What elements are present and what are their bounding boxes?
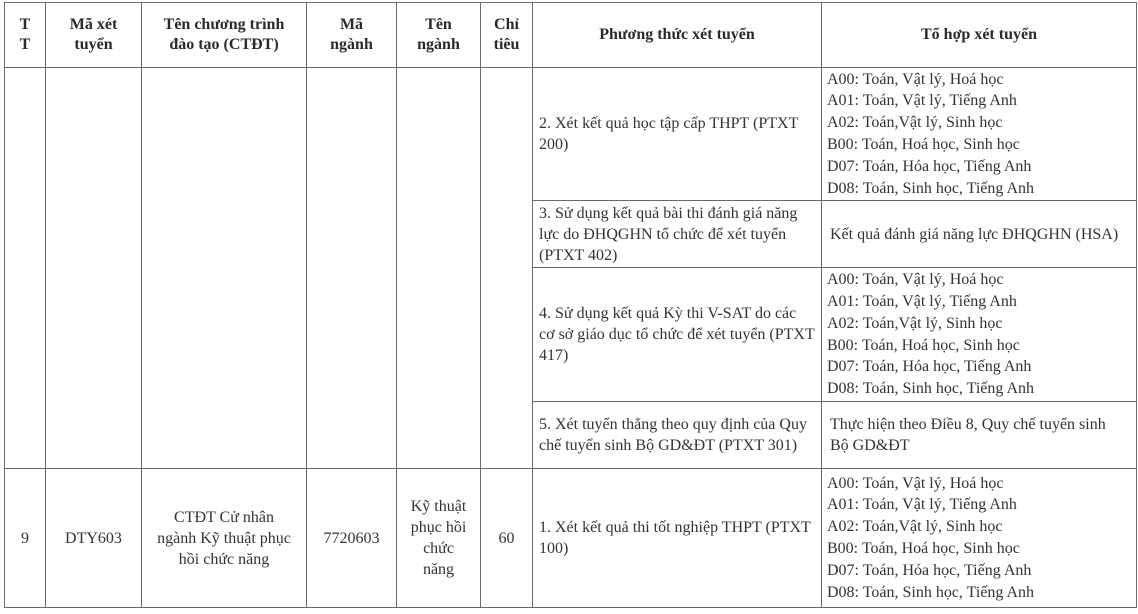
combo-line: A02: Toán,Vật lý, Sinh học bbox=[827, 114, 1003, 132]
combo-line: B00: Toán, Hoá học, Sinh học bbox=[827, 336, 1020, 354]
header-to-hop: Tổ hợp xét tuyển bbox=[822, 3, 1137, 68]
combo-line: A00: Toán, Vật lý, Hoá học bbox=[827, 474, 1004, 492]
admission-table bbox=[4, 2, 1137, 608]
method-cell: 2. Xét kết quả học tập cấp THPT (PTXT 200) bbox=[533, 68, 822, 201]
ten-nganh-cell: Kỹ thuật phục hồi chức năng bbox=[397, 469, 481, 608]
combo-cell bbox=[822, 469, 1137, 608]
ten-chuong-trinh-cell: CTĐT Cử nhân ngành Kỹ thuật phục hồi chức năng bbox=[142, 469, 307, 608]
method-cell: 4. Sử dụng kết quả Kỳ thi V-SAT do các cơ sở giáo dục tổ chức để xét tuyển (PTXT 417) bbox=[533, 268, 822, 402]
combo-line: A00: Toán, Vật lý, Hoá học bbox=[827, 70, 1004, 88]
combo-cell: Thực hiện theo Điều 8, Quy chế tuyển sinh Bộ GD&ĐT bbox=[822, 402, 1137, 469]
combo-line: A02: Toán,Vật lý, Sinh học bbox=[827, 314, 1003, 332]
chi-tieu-cell: 60 bbox=[481, 469, 533, 608]
combo-line: D08: Toán, Sinh học, Tiếng Anh bbox=[827, 583, 1035, 601]
combo-cell bbox=[822, 268, 1137, 402]
combo-cell bbox=[822, 68, 1137, 201]
tt-cell: 9 bbox=[5, 469, 46, 608]
combo-line: A00: Toán, Vật lý, Hoá học bbox=[827, 271, 1004, 289]
table-row bbox=[5, 68, 1137, 201]
header-row bbox=[5, 3, 1137, 68]
header-phuong-thuc: Phương thức xét tuyển bbox=[533, 3, 822, 68]
method-cell: 1. Xét kết quả thi tốt nghiệp THPT (PTXT 100) bbox=[533, 469, 822, 608]
combo-line: A01: Toán, Vật lý, Tiếng Anh bbox=[827, 292, 1017, 310]
combo-line: B00: Toán, Hoá học, Sinh học bbox=[827, 540, 1020, 557]
table-row bbox=[5, 469, 1137, 608]
method-cell: 5. Xét tuyển thẳng theo quy định của Quy chế tuyển sinh Bộ GD&ĐT (PTXT 301) bbox=[533, 402, 822, 469]
header-tt: T T bbox=[5, 3, 46, 68]
combo-line: A01: Toán, Vật lý, Tiếng Anh bbox=[827, 92, 1017, 110]
combo-line: D07: Toán, Hóa học, Tiếng Anh bbox=[827, 561, 1032, 579]
header-ma-nganh: Mã ngành bbox=[307, 3, 397, 68]
combo-cell: Kết quả đánh giá năng lực ĐHQGHN (HSA) bbox=[822, 201, 1137, 268]
ma-xet-tuyen-cell: DTY603 bbox=[46, 469, 142, 608]
combo-line: B00: Toán, Hoá học, Sinh học bbox=[827, 136, 1020, 153]
combo-line: D08: Toán, Sinh học, Tiếng Anh bbox=[827, 380, 1035, 398]
header-ten-chuong-trinh: Tên chương trình đào tạo (CTĐT) bbox=[142, 3, 307, 68]
method-cell: 3. Sử dụng kết quả bài thi đánh giá năng lực do ĐHQGHN tổ chức để xét tuyển (PTXT 402) bbox=[533, 201, 822, 268]
combo-line: A01: Toán, Vật lý, Tiếng Anh bbox=[827, 496, 1017, 514]
header-ten-nganh: Tên ngành bbox=[397, 3, 481, 68]
ma-nganh-cell: 7720603 bbox=[307, 469, 397, 608]
header-ma-xet-tuyen: Mã xét tuyển bbox=[46, 3, 142, 68]
combo-line: D07: Toán, Hóa học, Tiếng Anh bbox=[827, 358, 1032, 376]
chi-tieu-cell bbox=[481, 68, 533, 469]
combo-line: D07: Toán, Hóa học, Tiếng Anh bbox=[827, 157, 1032, 175]
combo-line: D08: Toán, Sinh học, Tiếng Anh bbox=[827, 179, 1035, 197]
ma-nganh-cell bbox=[307, 68, 397, 469]
ten-chuong-trinh-cell bbox=[142, 68, 307, 469]
ten-nganh-cell bbox=[397, 68, 481, 469]
header-chi-tieu: Chỉ tiêu bbox=[481, 3, 533, 68]
tt-cell bbox=[5, 68, 46, 469]
combo-line: A02: Toán,Vật lý, Sinh học bbox=[827, 518, 1003, 536]
ma-xet-tuyen-cell bbox=[46, 68, 142, 469]
